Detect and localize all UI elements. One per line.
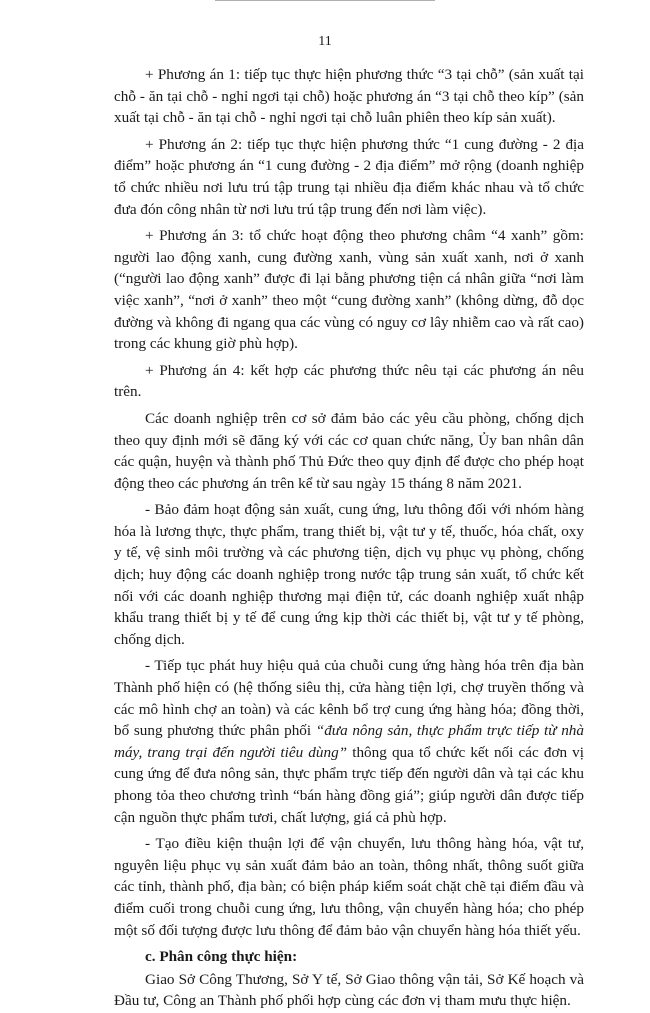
supply-assurance-paragraph: - Bảo đảm hoạt động sản xuất, cung ứng, lưu thông đối với nhóm hàng hóa là lương thực, thực phẩm, trang thiết bị, vật tư y tế, thuốc, hóa chất, oxy y tế, vệ sinh môi trường và các phương tiện, dịch vụ phục vụ phòng, chống dịch; huy động các doanh nghiệp trong nước tập trung sản xuất, tổ chức kết nối với các doanh nghiệp thương mại điện tử, các doanh nghiệp xuất nhập khẩu trang thiết bị y tế để cung ứng kịp thời các thiết bị, vật tư y tế phòng, chống dịch.	[114, 501, 584, 648]
option-3-paragraph: + Phương án 3: tổ chức hoạt động theo phương châm “4 xanh” gồm: người lao động xanh, cung đường xanh, vùng sản xuất xanh, nơi ở xanh (“người lao động xanh” được đi lại bằng phương tiện cá nhân giữa “nơi làm việc xanh”, “nơi ở xanh” theo một “cung đường xanh” (không dừng, đỗ dọc đường và không đi ngang qua các vùng có nguy cơ lây nhiễm cao và rất cao) trong các khung giờ phù hợp).	[114, 227, 584, 353]
transport-paragraph: - Tạo điều kiện thuận lợi để vận chuyển, lưu thông hàng hóa, vật tư, nguyên liệu phục vụ sản xuất đảm bảo an toàn, thông nhất, thông suốt giữa các tỉnh, thành phố, địa bàn; có biện pháp kiểm soát chặt chẽ tại điểm đầu và điểm cuối trong chuỗi cung ứng, lưu thông, vận chuyển hàng hóa; cho phép một số đối tượng được lưu thông để đảm bảo vận chuyển hàng hóa thiết yếu.	[114, 835, 584, 939]
business-registration-paragraph: Các doanh nghiệp trên cơ sở đảm bảo các yêu cầu phòng, chống dịch theo quy định mới sẽ đăng ký với các cơ quan chức năng, Ủy ban nhân dân các quận, huyện và thành phố Thủ Đức theo quy định để được cho phép hoạt động theo các phương án trên kể từ sau ngày 15 tháng 8 năm 2021.	[114, 409, 584, 492]
section-heading: c. Phân công thực hiện:	[145, 948, 298, 966]
supply-chain-paragraph	[114, 655, 584, 828]
document-body	[114, 64, 584, 1013]
option-2-paragraph: + Phương án 2: tiếp tục thực hiện phương thức “1 cung đường - 2 địa điểm” hoặc phương án “1 cung đường - 2 địa điểm” mở rộng (doanh nghiệp tổ chức nhiều nơi lưu trú tập trung tại nhiều địa điểm khác nhau và tổ chức đưa đón công nhân từ nơi lưu trú tập trung đến nơi làm việc).	[114, 135, 584, 218]
option-1-paragraph: + Phương án 1: tiếp tục thực hiện phương thức “3 tại chỗ” (sản xuất tại chỗ - ăn tại chỗ - nghỉ ngơi tại chỗ) hoặc phương án “3 tại chỗ theo kíp” (sản xuất tại chỗ - ăn tại chỗ - nghỉ ngơi tại chỗ luân phiên theo kíp sản xuất).	[114, 66, 584, 127]
supply-chain-text-start: - Tiếp tục phát huy hiệu quả của chuỗi cung ứng hàng hóa trên địa bàn Thành phố hiện có (hệ thống siêu thị, cửa hàng tiện lợi, chợ truyền thống và các mô hình chợ an toàn) và các kênh bổ trợ cung ứng hàng hóa; đồng thời, bổ sung phương thức phân phối	[114, 657, 584, 740]
distribution-method-quote: “đưa nông sản, thực phẩm trực tiếp từ nhà máy, trang trại đến người tiêu dùng”	[114, 722, 584, 761]
assignment-paragraph: Giao Sở Công Thương, Sở Y tế, Sở Giao thông vận tải, Sở Kế hoạch và Đầu tư, Công an Thành phố phối hợp cùng các đơn vị tham mưu thực hiện.	[114, 970, 584, 1010]
option-4-paragraph: + Phương án 4: kết hợp các phương thức nêu tại các phương án nêu trên.	[114, 361, 584, 401]
page-number: 11	[318, 34, 332, 49]
supply-chain-text-end: thông qua tổ chức kết nối các đơn vị cung ứng để đưa nông sản, thực phẩm trực tiếp đến người dân và tại các khu phong tỏa theo chương trình “bán hàng đồng giá”; giúp người dân được tiếp cận nguồn thực phẩm tươi, chất lượng, giá cả phù hợp.	[114, 743, 584, 826]
scan-edge-line	[215, 0, 435, 7]
